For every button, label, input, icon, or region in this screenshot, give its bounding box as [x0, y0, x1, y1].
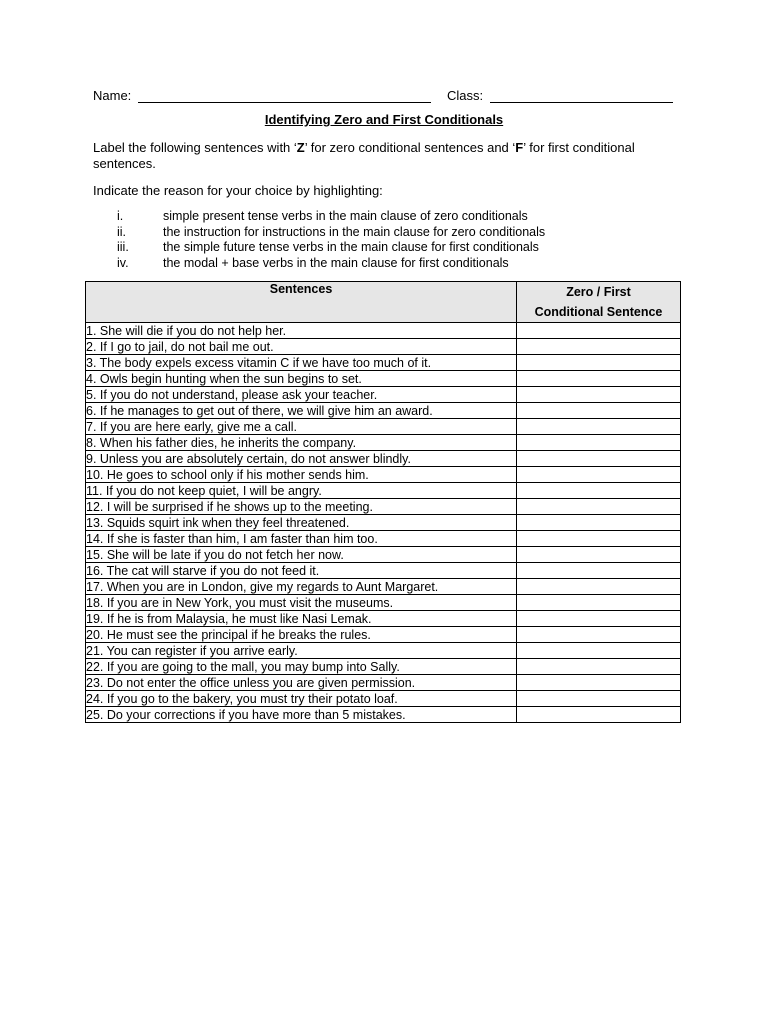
- reasons-list: [117, 209, 677, 271]
- table-row: [86, 675, 681, 691]
- sentence-cell: 14. If she is faster than him, I am faster than him too.: [86, 531, 517, 547]
- table-row: [86, 483, 681, 499]
- answer-cell[interactable]: [517, 323, 681, 339]
- table-row: [86, 627, 681, 643]
- table-row: [86, 547, 681, 563]
- answer-cell[interactable]: [517, 707, 681, 723]
- sentences-table: [85, 281, 681, 723]
- table-row: [86, 531, 681, 547]
- answer-cell[interactable]: [517, 563, 681, 579]
- sentence-cell: 25. Do your corrections if you have more than 5 mistakes.: [86, 707, 517, 723]
- class-label: Class:: [447, 88, 484, 103]
- answer-cell[interactable]: [517, 675, 681, 691]
- answer-cell[interactable]: [517, 579, 681, 595]
- sentence-cell: 5. If you do not understand, please ask your teacher.: [86, 387, 517, 403]
- sentence-cell: 13. Squids squirt ink when they feel threatened.: [86, 515, 517, 531]
- highlight-instruction: Indicate the reason for your choice by highlighting:: [93, 183, 383, 198]
- answer-cell[interactable]: [517, 483, 681, 499]
- sentence-cell: 23. Do not enter the office unless you are given permission.: [86, 675, 517, 691]
- answer-cell[interactable]: [517, 339, 681, 355]
- table-row: [86, 451, 681, 467]
- reason-item: ii. the instruction for instructions in the main clause for zero conditionals: [117, 224, 546, 239]
- sentence-cell: 4. Owls begin hunting when the sun begins to set.: [86, 371, 517, 387]
- instructions-paragraph: Label the following sentences with ‘Z’ for zero conditional sentences and ‘F’ for first conditional sentences.: [93, 140, 635, 171]
- answer-cell[interactable]: [517, 659, 681, 675]
- table-row: [86, 595, 681, 611]
- class-field[interactable]: [490, 102, 673, 103]
- reason-item: i. simple present tense verbs in the main clause of zero conditionals: [117, 209, 528, 223]
- answer-cell[interactable]: [517, 611, 681, 627]
- page-title: Identifying Zero and First Conditionals: [264, 112, 504, 127]
- answer-cell[interactable]: [517, 531, 681, 547]
- answer-header: Zero / First Conditional Sentence: [517, 282, 681, 323]
- sentence-cell: 9. Unless you are absolutely certain, do not answer blindly.: [86, 451, 517, 467]
- table-row: [86, 579, 681, 595]
- header-line: [93, 88, 683, 106]
- sentence-cell: 21. You can register if you arrive early.: [86, 643, 517, 659]
- reason-item: iii. the simple future tense verbs in the main clause for first conditionals: [117, 240, 539, 254]
- sentence-cell: 16. The cat will starve if you do not feed it.: [86, 563, 517, 579]
- answer-cell[interactable]: [517, 355, 681, 371]
- sentences-header: Sentences: [86, 282, 517, 323]
- table-row: [86, 339, 681, 355]
- answer-cell[interactable]: [517, 499, 681, 515]
- sentence-cell: 19. If he is from Malaysia, he must like Nasi Lemak.: [86, 611, 517, 627]
- table-row: [86, 659, 681, 675]
- sentence-cell: 17. When you are in London, give my regards to Aunt Margaret.: [86, 579, 517, 595]
- table-row: [86, 515, 681, 531]
- table-row: [86, 371, 681, 387]
- answer-cell[interactable]: [517, 643, 681, 659]
- answer-cell[interactable]: [517, 451, 681, 467]
- sentence-cell: 24. If you go to the bakery, you must try their potato loaf.: [86, 691, 517, 707]
- sentence-cell: 2. If I go to jail, do not bail me out.: [86, 339, 517, 355]
- sentence-cell: 8. When his father dies, he inherits the company.: [86, 435, 517, 451]
- table-row: [86, 691, 681, 707]
- sentence-cell: 1. She will die if you do not help her.: [86, 323, 517, 339]
- sentence-cell: 6. If he manages to get out of there, we will give him an award.: [86, 403, 517, 419]
- sentence-cell: 10. He goes to school only if his mother sends him.: [86, 467, 517, 483]
- table-row: [86, 467, 681, 483]
- sentence-cell: 15. She will be late if you do not fetch her now.: [86, 547, 517, 563]
- table-row: [86, 355, 681, 371]
- table-row: [86, 611, 681, 627]
- sentence-cell: 20. He must see the principal if he breaks the rules.: [86, 627, 517, 643]
- answer-cell[interactable]: [517, 387, 681, 403]
- answer-cell[interactable]: [517, 627, 681, 643]
- sentence-cell: 7. If you are here early, give me a call.: [86, 419, 517, 435]
- answer-cell[interactable]: [517, 371, 681, 387]
- answer-cell[interactable]: [517, 595, 681, 611]
- table-row: [86, 403, 681, 419]
- answer-cell[interactable]: [517, 515, 681, 531]
- f-marker: F: [515, 140, 524, 155]
- table-row: [86, 387, 681, 403]
- answer-cell[interactable]: [517, 547, 681, 563]
- table-row: [86, 563, 681, 579]
- table-row: [86, 323, 681, 339]
- sentence-cell: 18. If you are in New York, you must visit the museums.: [86, 595, 517, 611]
- sentence-cell: 12. I will be surprised if he shows up to the meeting.: [86, 499, 517, 515]
- sentence-cell: 11. If you do not keep quiet, I will be angry.: [86, 483, 517, 499]
- table-row: [86, 707, 681, 723]
- sentence-cell: 3. The body expels excess vitamin C if we have too much of it.: [86, 355, 517, 371]
- table-row: [86, 643, 681, 659]
- reason-item: iv. the modal + base verbs in the main clause for first conditionals: [117, 255, 509, 270]
- table-row: [86, 435, 681, 451]
- name-field[interactable]: [138, 102, 431, 103]
- name-label: Name:: [93, 88, 132, 103]
- answer-cell[interactable]: [517, 419, 681, 435]
- z-marker: Z: [296, 140, 305, 155]
- answer-cell[interactable]: [517, 403, 681, 419]
- table-row: [86, 499, 681, 515]
- answer-cell[interactable]: [517, 691, 681, 707]
- answer-cell[interactable]: [517, 467, 681, 483]
- answer-cell[interactable]: [517, 435, 681, 451]
- table-row: [86, 419, 681, 435]
- sentence-cell: 22. If you are going to the mall, you may bump into Sally.: [86, 659, 517, 675]
